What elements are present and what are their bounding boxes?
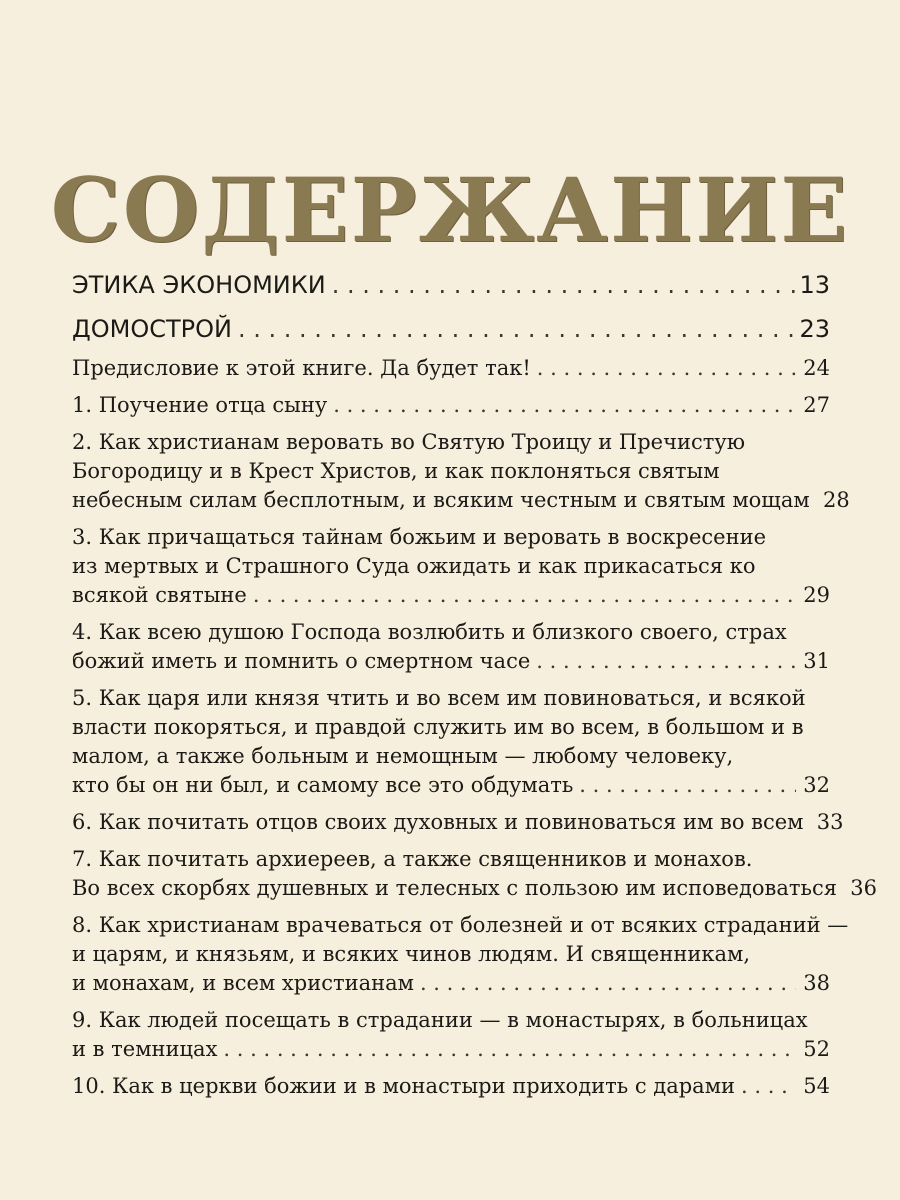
- table-of-contents: [72, 270, 877, 1109]
- toc-entry-line: и в темницах: [72, 1037, 218, 1061]
- page-number: 33: [816, 810, 844, 834]
- dot-leader: [420, 969, 796, 998]
- toc-entry-line: и монахам, и всем христианам: [72, 971, 414, 995]
- page-number: 32: [803, 773, 830, 797]
- toc-entry-lastline: [72, 486, 850, 515]
- page-number: 28: [822, 488, 850, 512]
- toc-entry-line: Во всех скорбях душевных и телесных с пользою им исповедоваться: [72, 876, 837, 900]
- page-number: 38: [803, 971, 830, 995]
- toc-entry-line: 6. Как почитать отцов своих духовных и повиноваться им во всем: [72, 810, 804, 834]
- toc-entry-line: ЭТИКА ЭКОНОМИКИ: [72, 271, 326, 299]
- page-number: 29: [803, 583, 830, 607]
- toc-entry: [72, 911, 849, 998]
- toc-entry-line: 1. Поучение отца сыну: [72, 393, 328, 417]
- toc-entry-line: 8. Как христианам врачеваться от болезней и от всяких страданий —: [72, 913, 849, 937]
- toc-entry-line: 9. Как людей посещать в страдании — в монастырях, в больницах: [72, 1008, 808, 1032]
- dot-leader: [332, 270, 796, 300]
- page-number: 27: [803, 393, 830, 417]
- toc-entry-line: малом, а также больным и немощным — любому человеку,: [72, 744, 734, 768]
- toc-entry-line: 10. Как в церкви божии и в монастыри приходить с дарами: [72, 1074, 736, 1098]
- toc-entry-line: ДОМОСТРОЙ: [72, 315, 232, 343]
- toc-entry-lastline: [72, 647, 830, 676]
- toc-entry-lastline: [72, 1072, 830, 1101]
- dot-leader: [536, 647, 796, 676]
- page-title: СОДЕРЖАНИЕ: [50, 158, 850, 262]
- dot-leader: [741, 1072, 796, 1101]
- toc-entry: [72, 845, 877, 903]
- toc-entry: [72, 523, 830, 610]
- toc-entry-lastline: [72, 969, 830, 998]
- toc-entry-lastline: [72, 391, 830, 420]
- toc-entry-lastline: [72, 314, 830, 344]
- toc-entry: [72, 808, 844, 837]
- dot-leader: [333, 391, 796, 420]
- page-number: 36: [850, 876, 877, 900]
- dot-leader: [223, 1035, 796, 1064]
- page-number: 13: [799, 271, 830, 299]
- toc-entry-lastline: [72, 581, 830, 610]
- page-number: 23: [799, 315, 830, 343]
- dot-leader: [253, 581, 796, 610]
- toc-entry-line: небесным силам бесплотным, и всяким честным и святым мощам: [72, 488, 810, 512]
- toc-entry: [72, 1006, 830, 1064]
- toc-entry-line: Богородицу и в Крест Христов, и как поклоняться святым: [72, 459, 720, 483]
- page-number: 54: [803, 1074, 830, 1098]
- toc-section: [72, 314, 830, 344]
- toc-entry-line: 2. Как христианам веровать во Святую Троицу и Пречистую: [72, 430, 745, 454]
- toc-entry-line: 3. Как причащаться тайнам божьим и веровать в воскресение: [72, 525, 767, 549]
- toc-section: [72, 270, 830, 300]
- toc-entry-lastline: [72, 808, 844, 837]
- toc-entry-line: 5. Как царя или князя чтить и во всем им повиноваться, и всякой: [72, 686, 806, 710]
- dot-leader: [537, 354, 796, 383]
- toc-entry: [72, 684, 830, 800]
- toc-entry-lastline: [72, 1035, 830, 1064]
- toc-entry-line: 4. Как всею душою Господа возлюбить и близкого своего, страх: [72, 620, 787, 644]
- page-number: 52: [803, 1037, 830, 1061]
- dot-leader: [579, 771, 796, 800]
- toc-entry-lastline: [72, 354, 830, 383]
- toc-entry: [72, 428, 850, 515]
- toc-entry-line: кто бы он ни был, и самому все это обдумать: [72, 773, 574, 797]
- toc-entry: [72, 391, 830, 420]
- toc-entry-line: Предисловие к этой книге. Да будет так!: [72, 356, 531, 380]
- dot-leader: [238, 314, 795, 344]
- toc-entry-lastline: [72, 270, 830, 300]
- toc-entry: [72, 1072, 830, 1101]
- toc-entry: [72, 354, 830, 383]
- toc-entry: [72, 618, 830, 676]
- page-number: 24: [803, 356, 830, 380]
- toc-entry-line: 7. Как почитать архиереев, а также священников и монахов.: [72, 847, 753, 871]
- toc-entry-line: власти покоряться, и правдой служить им во всем, в большом и в: [72, 715, 804, 739]
- toc-entry-line: божий иметь и помнить о смертном часе: [72, 649, 531, 673]
- toc-entry-lastline: [72, 771, 830, 800]
- page-number: 31: [803, 649, 830, 673]
- toc-entry-line: и царям, и князьям, и всяких чинов людям. И священникам,: [72, 942, 750, 966]
- toc-entry-line: из мертвых и Страшного Суда ожидать и как прикасаться ко: [72, 554, 756, 578]
- toc-entry-line: всякой святыне: [72, 583, 247, 607]
- toc-entry-lastline: [72, 874, 877, 903]
